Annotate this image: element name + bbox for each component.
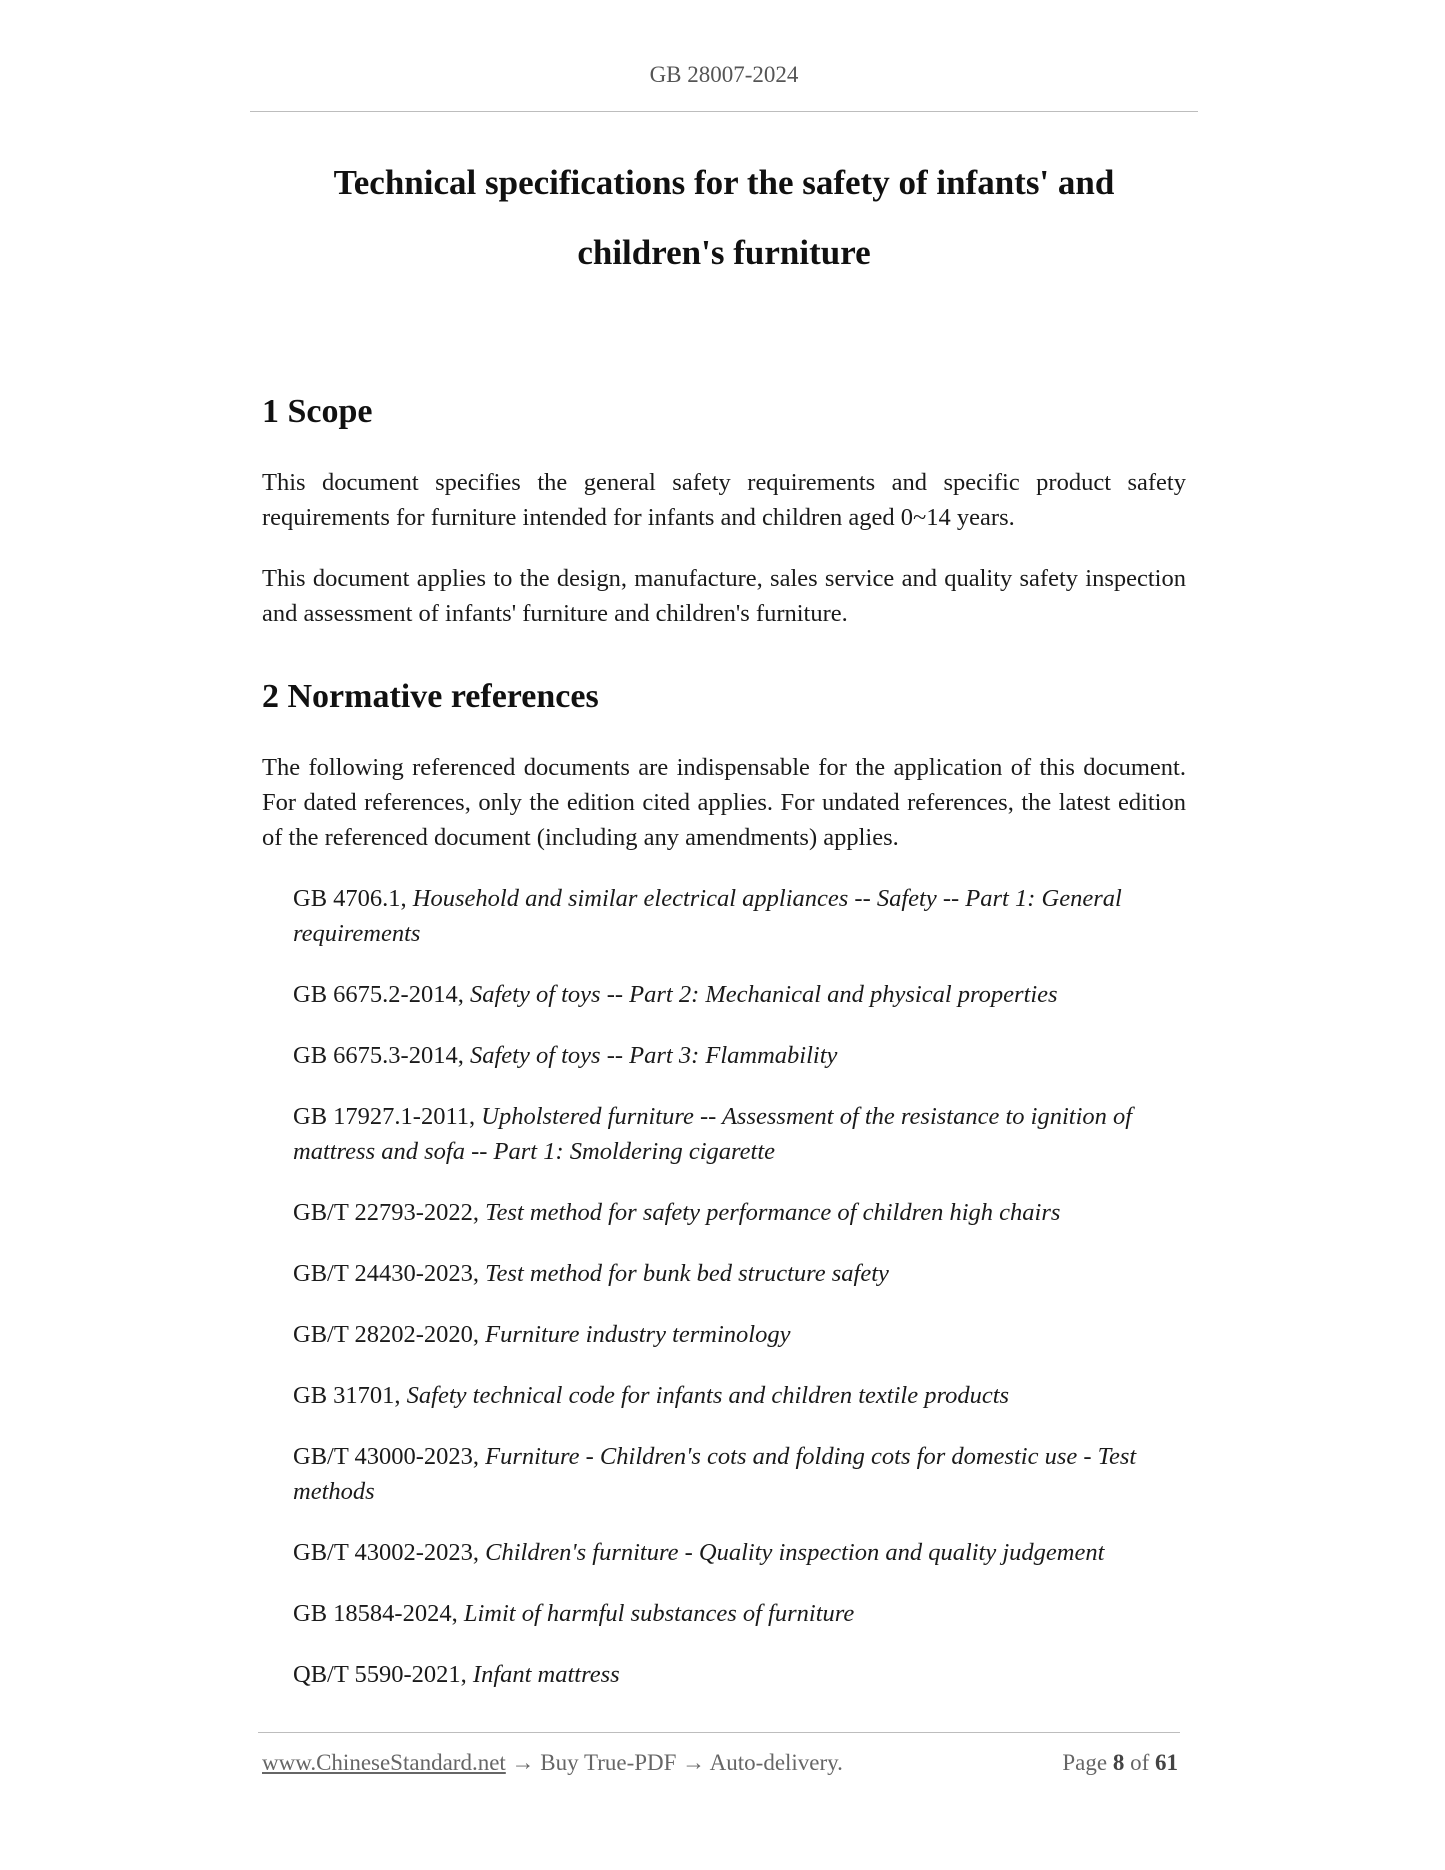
document-body	[262, 386, 1186, 1718]
footer-divider	[258, 1732, 1180, 1733]
references-intro-paragraph: The following referenced documents are indispensable for the application of this document. For dated references, only the edition cited applies. For undated references, the latest edition of the referenced document (including any amendments) applies.	[262, 754, 1186, 851]
running-header: GB 28007-2024	[649, 62, 799, 87]
reference-code: GB 18584-2024,	[293, 1600, 464, 1627]
reference-code: GB 6675.3-2014,	[293, 1042, 470, 1069]
scope-paragraph-2: This document applies to the design, manufacture, sales service and quality safety inspection and assessment of infants' furniture and children's furniture.	[262, 565, 1186, 627]
reference-title: Safety technical code for infants and children textile products	[406, 1382, 1010, 1409]
reference-item	[293, 881, 1186, 951]
scope-paragraph-1: This document specifies the general safety requirements and specific product safety requirements for furniture intended for infants and children aged 0~14 years.	[262, 469, 1186, 531]
reference-title: Upholstered furniture -- Assessment of the resistance to ignition of mattress and sofa -- Part 1: Smoldering cigarette	[293, 1103, 1133, 1165]
reference-title: Furniture industry terminology	[485, 1321, 791, 1348]
reference-code: GB/T 22793-2022,	[293, 1199, 486, 1226]
website-link[interactable]: www.ChineseStandard.net	[262, 1750, 506, 1775]
reference-title: Household and similar electrical appliances -- Safety -- Part 1: General requirements	[293, 885, 1122, 947]
total-pages: 61	[1155, 1750, 1178, 1775]
reference-title: Infant mattress	[472, 1661, 620, 1688]
reference-item	[293, 1378, 1186, 1413]
reference-item	[293, 1535, 1186, 1570]
reference-item	[293, 977, 1186, 1012]
current-page: 8	[1112, 1750, 1125, 1775]
document-title	[250, 148, 1198, 288]
reference-item	[293, 1317, 1186, 1352]
reference-title: Furniture - Children's cots and folding cots for domestic use - Test methods	[293, 1443, 1137, 1505]
reference-title: Test method for safety performance of children high chairs	[485, 1199, 1061, 1226]
page-footer	[262, 1750, 1178, 1776]
reference-list	[262, 881, 1186, 1692]
reference-item	[293, 1657, 1186, 1692]
reference-item	[293, 1439, 1186, 1509]
reference-item	[293, 1256, 1186, 1291]
reference-code: GB 17927.1-2011,	[293, 1103, 482, 1130]
reference-title: Limit of harmful substances of furniture	[463, 1600, 855, 1627]
reference-title: Safety of toys -- Part 3: Flammability	[469, 1042, 838, 1069]
reference-code: GB/T 43000-2023,	[293, 1443, 486, 1470]
title-line-1: Technical specifications for the safety of infants' and	[333, 163, 1115, 202]
reference-code: QB/T 5590-2021,	[293, 1661, 473, 1688]
reference-item	[293, 1099, 1186, 1169]
title-line-2: children's furniture	[577, 233, 871, 272]
page-label: Page	[1062, 1750, 1113, 1775]
reference-code: GB 4706.1,	[293, 885, 413, 912]
reference-code: GB 31701,	[293, 1382, 407, 1409]
footer-tagline: → Buy True-PDF → Auto-delivery.	[505, 1750, 843, 1775]
reference-title: Safety of toys -- Part 2: Mechanical and physical properties	[469, 981, 1058, 1008]
reference-item	[293, 1596, 1186, 1631]
reference-code: GB/T 43002-2023,	[293, 1539, 486, 1566]
footer-promo	[262, 1750, 843, 1776]
header-divider	[250, 111, 1198, 112]
reference-title: Children's furniture - Quality inspection and quality judgement	[485, 1539, 1105, 1566]
reference-code: GB/T 24430-2023,	[293, 1260, 486, 1287]
section-heading-normative-references: 2 Normative references	[262, 678, 599, 715]
of-label: of	[1124, 1750, 1155, 1775]
reference-item	[293, 1195, 1186, 1230]
reference-code: GB/T 28202-2020,	[293, 1321, 486, 1348]
reference-title: Test method for bunk bed structure safety	[485, 1260, 889, 1287]
reference-item	[293, 1038, 1186, 1073]
page-number	[1062, 1750, 1178, 1776]
section-heading-scope: 1 Scope	[262, 393, 373, 430]
reference-code: GB 6675.2-2014,	[293, 981, 470, 1008]
